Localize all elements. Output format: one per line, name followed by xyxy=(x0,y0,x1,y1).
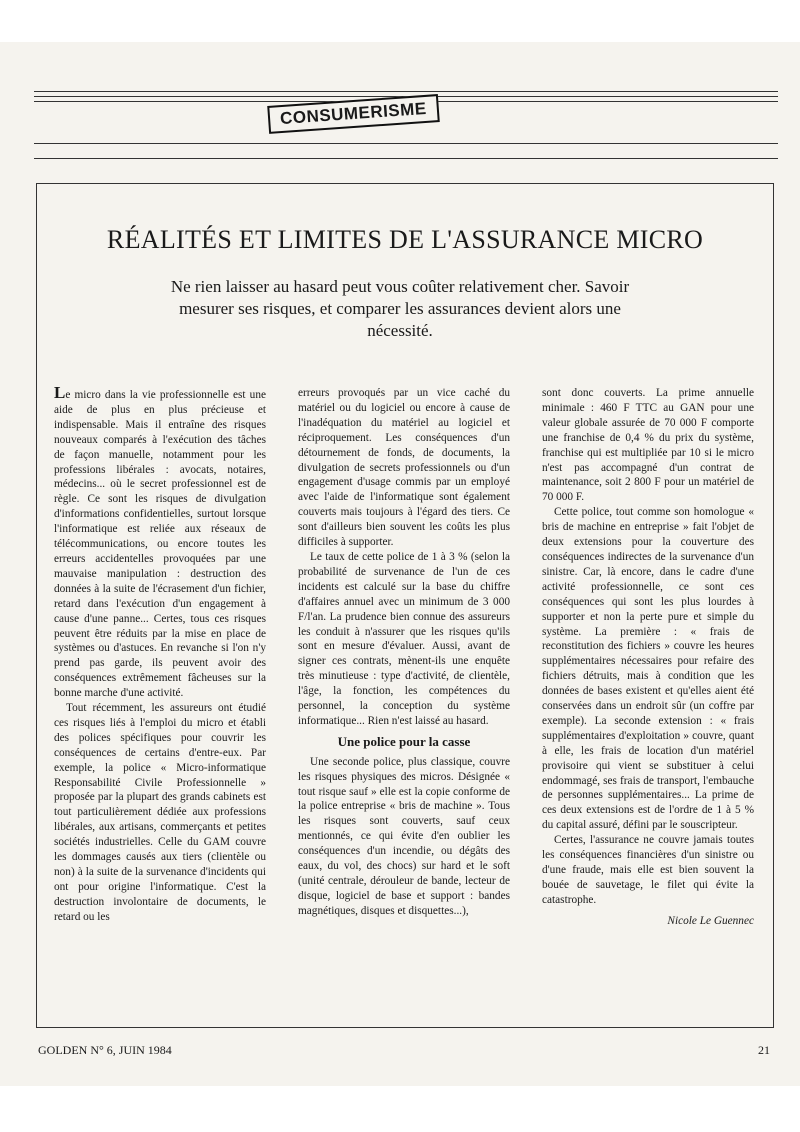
paragraph xyxy=(54,383,266,701)
column-1 xyxy=(54,383,266,1012)
drop-cap: L xyxy=(54,383,66,402)
article-body xyxy=(54,383,754,1012)
paragraph: erreurs provoqués par un vice caché du matériel ou du logiciel ou encore à cause de l'inadéquation du matériel au logiciel et réciproquement. Les conséquences d'un détournement de fonds, de documents, la divulgation de secrets professionnels ou d'un engagement d'usage commis par un employé avec l'aide de l'informatique sont également couverts mais toujours à l'égard des tiers. Ce sont d'ailleurs bien souvent les coûts les plus difficiles à supporter. xyxy=(298,387,510,549)
article-title: RÉALITÉS ET LIMITES DE L'ASSURANCE MICRO xyxy=(106,225,704,254)
header-rule xyxy=(34,158,778,159)
header-rule xyxy=(34,143,778,144)
paragraph: sont donc couverts. La prime annuelle minimale : 460 F TTC au GAN pour une valeur globale assurée de 70 000 F comporte une franchise de 0,4 % du prix du système, franchise qui est multipliée par 10 si le micro n'est pas accompagné d'un contrat de maintenance, soit 2 800 F pour un matériel de 70 000 F. xyxy=(542,387,754,504)
paragraph: Cette police, tout comme son homologue « bris de machine en entreprise » fait l'objet de deux extensions pour la couverture des conséquences indirectes de la survenance d'un sinistre. Car, là encore, dans le cadre d'une activité professionnelle, ce sont ces conséquences qui sont les plus lourdes à supporter et non la perte pure et simple du système. La première : « frais de reconstitution des fichiers » couvre les heures supplémentaires nécessaires pour refaire des fichiers détruits, mais à condition que les données de bases existent et qu'elles aient été conservées dans un endroit sûr (un coffre par exemple). La seconde extension : « frais supplémentaires d'exploitation » couvre, quant à elle, les frais de location d'un matériel provisoire qui vient se substituer à celui endommagé, ses frais de transport, l'embauche de personnes supplémentaires... La prime de ces deux extensions est de l'ordre de 1 à 5 % du capital assuré, défini par le souscripteur. xyxy=(542,506,754,832)
header-rule xyxy=(34,91,778,92)
section-tag: CONSUMERISME xyxy=(267,94,439,134)
column-2 xyxy=(298,386,510,1012)
paragraph: Certes, l'assurance ne couvre jamais toutes les conséquences financières d'un sinistre ou d'une fraude, mais elle est bien souvent la bouée de sauvetage, le filet qui évite la catastrophe. xyxy=(542,834,754,906)
paragraph: Tout récemment, les assureurs ont étudié ces risques liés à l'emploi du micro et établi des polices spécifiques pour couvrir les conséquences de certains d'entre-eux. Par exemple, la police « Micro-informatique Responsabilité Civile Professionnelle » proposée par la plupart des grands cabinets est tout particulièrement dédiée aux professions libérales, aux artisans, commerçants et petites sociétés industrielles. Celle du GAM couvre les dommages causés aux tiers (clientèle ou non) à la suite de la survenance d'incidents qui ont pour origine l'informatique. C'est la destruction involontaire de documents, le retard ou les xyxy=(54,702,266,923)
author-signature: Nicole Le Guennec xyxy=(667,914,754,927)
footer-publication: GOLDEN N° 6, JUIN 1984 xyxy=(38,1043,172,1057)
section-heading: Une police pour la casse xyxy=(337,733,471,749)
page-number: 21 xyxy=(758,1043,770,1057)
column-3 xyxy=(542,386,754,1012)
article-subtitle: Ne rien laisser au hasard peut vous coûter relativement cher. Savoir mesurer ses risques, et comparer les assurances devient alors une nécessité. xyxy=(170,277,630,340)
paragraph: Le taux de cette police de 1 à 3 % (selon la probabilité de survenance de l'un de ces incidents est calculé sur la base du chiffre d'affaires annuel avec un minimum de 3 000 F/l'an. La prudence bien connue des assureurs les conduit à n'assurer que les risques qu'ils sont en mesure d'évaluer. Aussi, avant de signer ces contrats, mènent-ils une enquête très minutieuse : type d'activité, de clientèle, l'âge, la fonction, les compétences du personnel, la conception du système informatique... Rien n'est laissé au hasard. xyxy=(298,550,510,727)
paragraph-text: e micro dans la vie professionnelle est une aide de plus en plus précieuse et indispensable. Mais il entraîne des risques nouveaux comparés à l'exécution des tâches de façon manuelle, notamment pour les professions libérales : avocats, notaires, médecins... où le secret professionnel est de règle. Ce sont les risques de divulgation d'informations confidentielles, surtout lorsque l'informatique est reliée aux réseaux de télécommunications, ou encore toutes les erreurs accidentelles provoquées par une mauvaise manipulation : destruction des données à la suite de l'écrasement d'un fichier, retard dans l'exécution d'un engagement à cause d'une panne... Certes, tous ces risques peuvent être réduits par la mise en place de systèmes ou d'astuces. En revanche si l'on n'y prend pas garde, ils peuvent avoir des conséquences extrêmement fâcheuses sur la bonne marche d'une activité. xyxy=(54,389,266,700)
paragraph: Une seconde police, plus classique, couvre les risques physiques des micros. Désignée « tout risque sauf » elle est la copie conforme de la police entreprise « bris de machine ». Tous les risques sont couverts, sauf ceux mentionnés, ce qui évite d'en oublier les conséquences d'un incendie, ou dégâts des eaux, du vol, des chocs) sur hard et le soft (unité centrale, dérouleur de bande, lecteur de disque, logiciel de base et support : bandes magnétiques, disques et disquettes...), xyxy=(298,755,510,917)
